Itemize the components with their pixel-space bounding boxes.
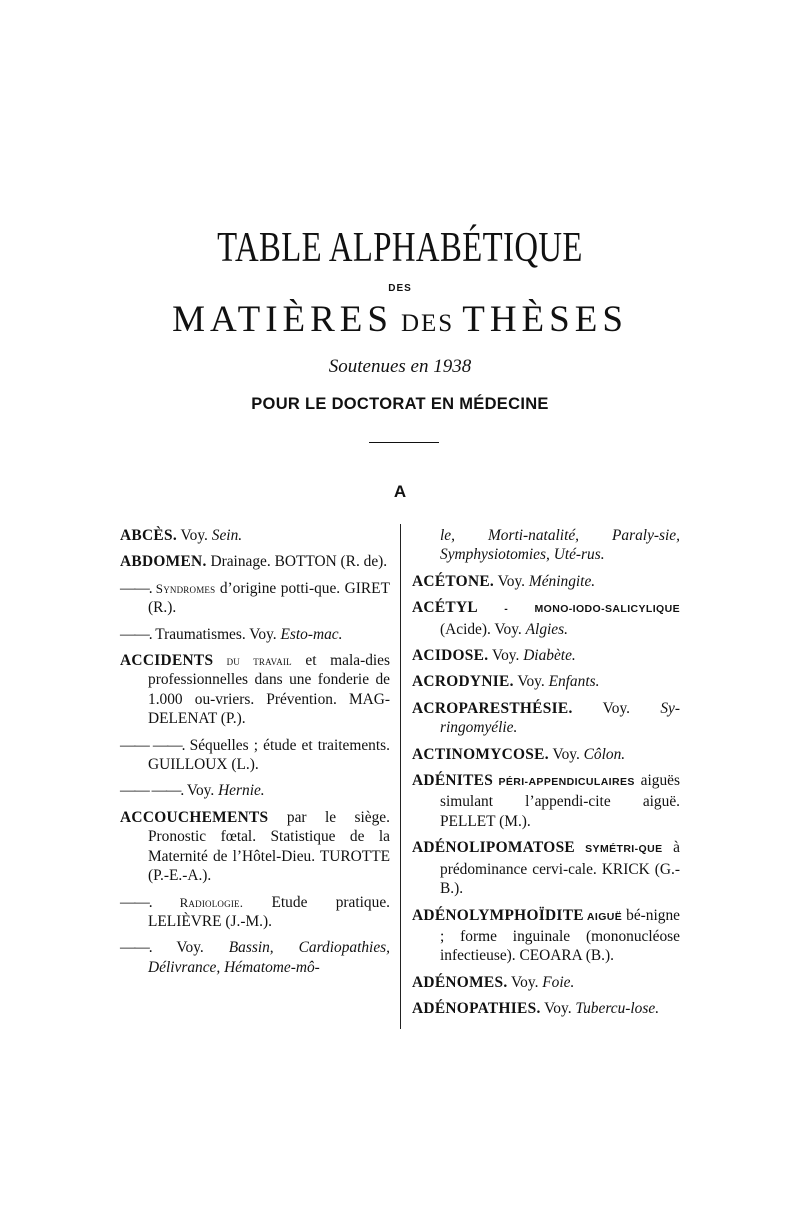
entry-text: aiguës simulant l’appendi-cite aiguë. PELLET (M.). [440,772,680,830]
subheading: Syndromes [151,580,216,596]
entry-text: Voy. [507,973,543,991]
headword: ADÉNOPATHIES. [412,1000,541,1018]
entry-adenomes [412,973,680,992]
repeat-dash: —— ——. [120,782,184,800]
title-des: DES [388,283,412,294]
subheading: du travail [213,653,292,669]
subheading: Radiologie. [151,894,244,910]
subheading: - MONO-IODO-SALICYLIQUE [477,603,680,616]
entry-accouchements-voy [120,938,390,977]
entry-acidose [412,646,680,665]
entry-text: bé-nigne ; forme inguinale (mononucléose infectieuse). CEOARA (B.). [440,906,680,965]
entry-text: Drainage. BOTTON (R. de). [206,553,388,571]
title-line-1: TABLE ALPHABÉTIQUE [217,225,583,271]
entry-text: Voy. [488,647,524,665]
repeat-dash: ——. [120,893,152,911]
headword: ACRODYNIE. [412,673,514,691]
cross-reference: Bassin, Cardiopathies, Délivrance, Hématome-mô- [148,939,390,976]
headword: ABDOMEN. [120,553,207,571]
repeat-dash: ——. [120,939,152,957]
entry-adenopathies [412,999,680,1018]
entry-text: Voy. [151,939,229,957]
entry-accouchements [120,808,390,886]
cross-reference: Diabète. [523,647,576,665]
entry-adenolipomatose [412,838,680,898]
entry-accidents-hernie [120,781,390,800]
entry-text: par le siège. Pronostic fœtal. Statistique de la Maternité de l’Hôtel-Dieu. TUROTTE (P.-E.-A.). [148,808,390,885]
repeat-dash: ——. [120,625,152,643]
entry-actinomycose [412,745,680,764]
repeat-dash: ——. [120,579,152,597]
entry-accidents-sequelles [120,736,390,775]
entry-adenolymphoidite [412,906,680,966]
headword: ADÉNOLIPOMATOSE [412,839,575,857]
headword: ABCÈS. [120,527,177,544]
headword: ACÉTYL [412,599,478,617]
headword: ACCIDENTS [120,652,214,670]
cross-reference: le, Morti-natalité, Paraly-sie, Symphysiotomies, Uté-rus. [440,527,680,564]
entry-acetyl [412,598,680,639]
entry-abdomen-traumatismes [120,625,390,644]
entry-text: Voy. [513,673,549,691]
cross-reference: Algies. [525,620,568,638]
title-theses: THÈSES [462,299,628,340]
entry-text: Voy. [572,699,661,717]
entry-text: Voy. [183,782,219,800]
column-divider [400,524,401,1029]
subheading: SYMÉTRI-QUE [575,843,663,856]
entry-text: Etude pratique. LELIÈVRE (J.-M.). [148,893,391,930]
entry-text: Séquelles ; étude et traitements. GUILLOUX (L.). [148,736,390,774]
cross-reference: Tubercu-lose. [575,1000,660,1018]
headword: ACTINOMYCOSE. [412,745,549,763]
entry-text: Traumatismes. Voy. [151,625,281,643]
entry-adenites [412,771,680,831]
cross-reference: Esto-mac. [280,625,343,643]
entry-text: et mala-dies professionnelles dans une fonderie de 1.000 ou-vriers. Prévention. MAG-DELENAT (P.). [148,652,390,728]
entry-acroparesthesie [412,699,680,738]
entry-text: d’origine potti-que. GIRET (R.). [148,579,390,617]
cross-reference: Méningite. [528,572,596,590]
entry-accouchements-radiologie [120,893,390,932]
entry-text: (Acide). Voy. [440,620,526,638]
cross-reference: Sein. [211,527,243,544]
title-matieres: MATIÈRES [172,299,393,340]
repeat-dash: —— ——. [120,736,185,754]
entry-text: Voy. [494,572,529,590]
entry-text: à prédominance cervi-cale. KRICK (G.-B.). [440,839,680,898]
subtitle: Soutenues en 1938 [328,356,472,377]
cross-reference: Enfants. [548,673,600,691]
subheading: PÉRI-APPENDICULAIRES [493,776,635,789]
right-column [412,526,680,1026]
entry-text: Voy. [548,745,584,763]
title-line-2-des: DES [400,310,455,337]
subheading: AIGUË [583,910,623,923]
headword: ACCOUCHEMENTS [120,808,269,826]
section-letter: A [393,482,407,501]
headword: ACÉTONE. [412,572,495,590]
doctorat-heading: POUR LE DOCTORAT EN MÉDECINE [251,395,549,413]
entry-acrodynie [412,672,680,691]
headword: ADÉNITES [412,772,494,790]
cross-reference: Foie. [542,973,575,991]
horizontal-rule [369,442,439,443]
cross-reference: Côlon. [583,745,626,763]
headword: ADÉNOMES. [412,973,508,991]
entry-abdomen-syndromes [120,579,390,618]
entry-text: Voy. [176,527,212,544]
headword: ACROPARESTHÉSIE. [412,699,573,717]
headword: ADÉNOLYMPHOÏDITE [412,906,584,924]
entry-accidents [120,651,390,729]
entry-continuation [412,526,680,565]
title-line-2 [0,298,800,341]
cross-reference: Sy-ringomyélie. [440,699,680,737]
entry-abdomen [120,552,390,571]
entry-text: Voy. [540,1000,576,1018]
left-column [120,526,390,984]
entry-acetone [412,572,680,591]
headword: ACIDOSE. [412,647,489,665]
entry-abces [120,526,390,545]
cross-reference: Hernie. [218,782,265,800]
